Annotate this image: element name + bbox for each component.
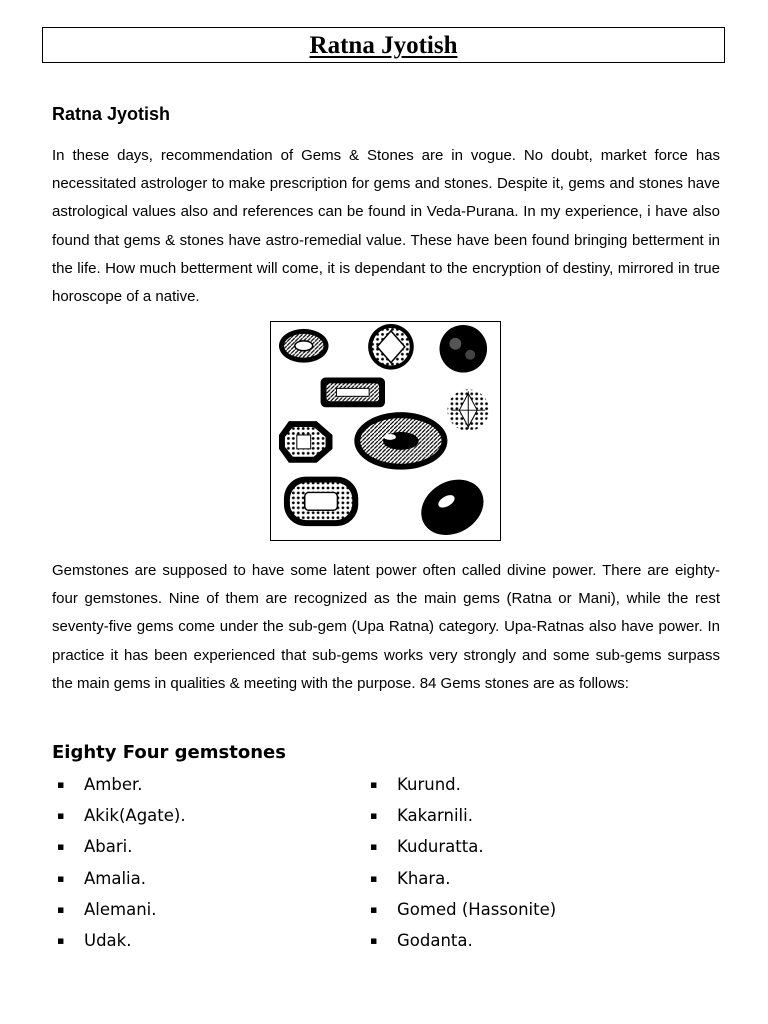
bullet-icon: ▪ [370,902,378,916]
bullet-icon: ▪ [57,778,65,791]
list-item: ▪ Amalia. [57,865,186,896]
body-paragraph: Gemstones are supposed to have some latent power often called divine power. There are eighty-four gemstones. Nine of them are recognized as the main gems (Ratna or Mani), while the rest seventy-five gems come under the sub-gem (Upa Ratna) category. Upa-Ratnas also have power. In practice it has been experienced that sub-gems works very strongly and some sub-gems surpass the main gems in qualities & meeting with the purpose. 84 Gems stones are as follows: [52,562,720,692]
gem-diamond-right [447,389,489,431]
bullet-icon: ▪ [57,840,65,854]
list-item: ▪ Udak. [57,927,186,958]
section-heading: Ratna Jyotish [52,104,171,124]
list-item: ▪ Alemani. [57,896,186,927]
page-title-box [42,27,725,63]
list-item: ▪ Akik(Agate). [57,802,186,833]
gemstones-list-right [370,771,556,958]
bullet-icon: ▪ [370,871,378,885]
gem-oval-top-left [279,329,329,363]
list-item: ▪ Gomed (Hassonite) [370,896,556,927]
intro-paragraph: In these days, recommendation of Gems & Stones are in vogue. No doubt, market force has necessitated astrologer to make prescription for gems and stones. Despite it, gems and stones have astrological values also and references can be found in Veda-Purana. In my experience, i have also found that gems & stones have astro-remedial value. These have been found bringing betterment in the life. How much betterment will come, it is dependant to the encryption of destiny, mirrored in true horoscope of a native. [52,147,720,306]
bullet-icon: ▪ [57,933,65,947]
gem-dark-round-top-right [440,325,488,373]
gem-octagon-left [279,421,333,463]
list-item: ▪ Kakarnili. [370,802,556,833]
bullet-icon: ▪ [370,840,378,854]
bullet-icon: ▪ [57,871,65,885]
list-item: ▪ Kurund. [370,771,556,802]
list-item: ▪ Khara. [370,865,556,896]
list-item: ▪ Godanta. [370,927,556,958]
bullet-icon: ▪ [370,778,378,791]
bullet-icon: ▪ [370,933,378,947]
bullet-icon: ▪ [57,902,65,916]
gemstones-illustration [270,321,501,541]
gemstones-list-left [57,771,186,958]
page-title: Ratna Jyotish [309,32,458,59]
list-item: ▪ Abari. [57,833,186,864]
gem-large-oval-center [354,412,447,469]
gem-bar-middle [321,377,385,407]
gem-round-top-middle [368,324,414,370]
gem-cushion-bottom-left [284,477,358,527]
bullet-icon: ▪ [370,809,378,823]
gemstones-list-heading: Eighty Four gemstones [52,742,286,763]
bullet-icon: ▪ [57,809,65,823]
list-item: ▪ Kuduratta. [370,833,556,864]
gem-dark-oval-bottom-right [411,469,493,540]
list-item: ▪ Amber. [57,771,186,802]
